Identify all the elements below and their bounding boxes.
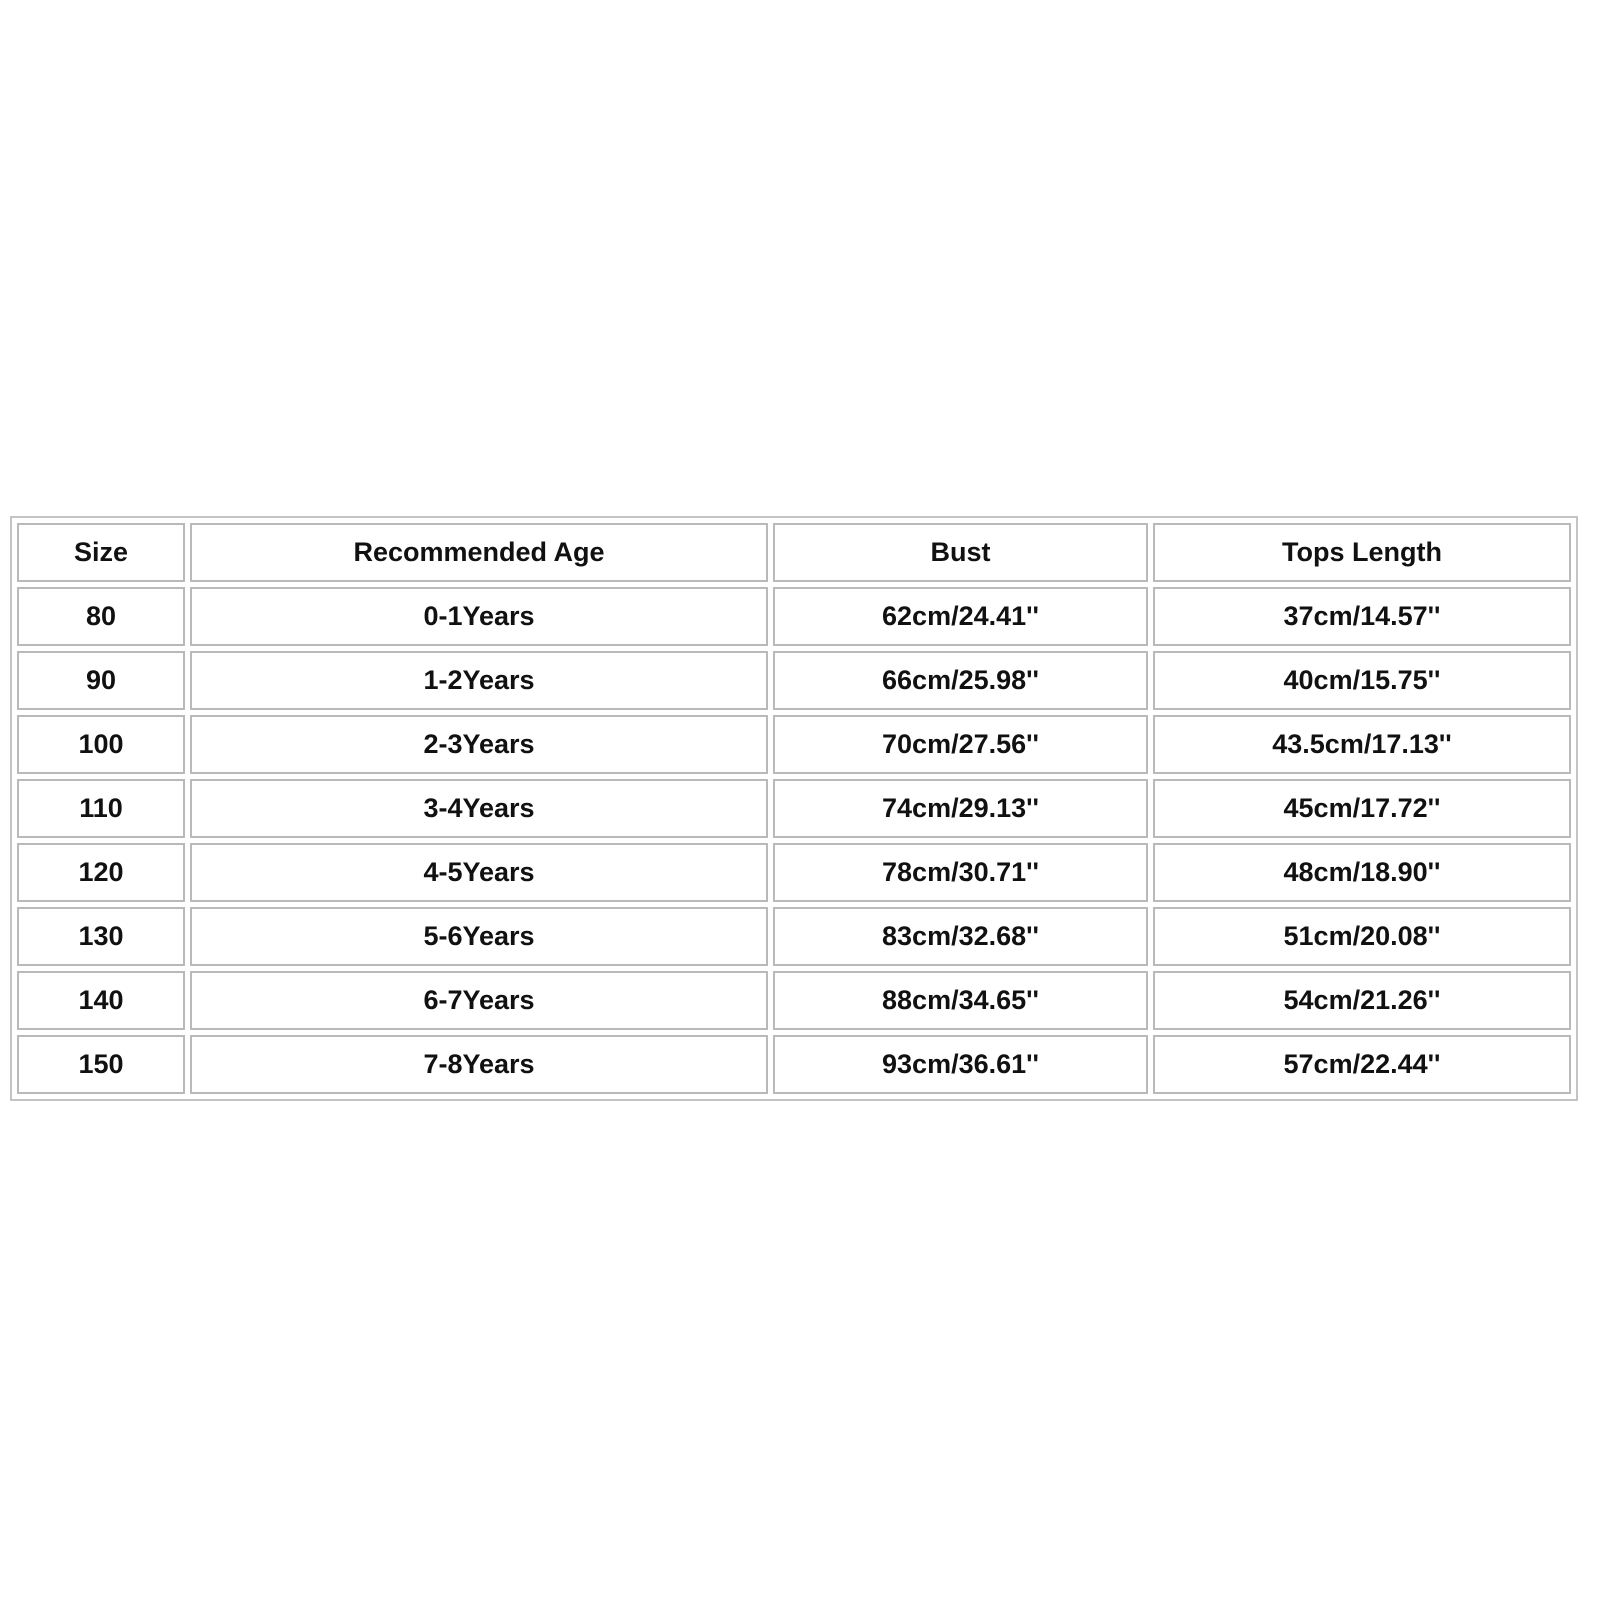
header-tops-length: Tops Length [1153, 523, 1571, 582]
table-row [17, 587, 1571, 646]
cell-tops-length: 57cm/22.44'' [1153, 1035, 1571, 1094]
cell-bust: 93cm/36.61'' [773, 1035, 1148, 1094]
cell-size: 90 [17, 651, 185, 710]
cell-recommended-age: 5-6Years [190, 907, 768, 966]
cell-size: 110 [17, 779, 185, 838]
cell-size: 120 [17, 843, 185, 902]
cell-tops-length: 40cm/15.75'' [1153, 651, 1571, 710]
cell-tops-length: 48cm/18.90'' [1153, 843, 1571, 902]
cell-size: 150 [17, 1035, 185, 1094]
header-bust: Bust [773, 523, 1148, 582]
header-size: Size [17, 523, 185, 582]
cell-size: 140 [17, 971, 185, 1030]
cell-recommended-age: 6-7Years [190, 971, 768, 1030]
cell-bust: 66cm/25.98'' [773, 651, 1148, 710]
cell-size: 80 [17, 587, 185, 646]
cell-bust: 88cm/34.65'' [773, 971, 1148, 1030]
table-row [17, 651, 1571, 710]
cell-tops-length: 43.5cm/17.13'' [1153, 715, 1571, 774]
table-row [17, 779, 1571, 838]
table-row [17, 715, 1571, 774]
size-chart-table [10, 516, 1578, 1101]
cell-bust: 70cm/27.56'' [773, 715, 1148, 774]
table-row [17, 843, 1571, 902]
cell-tops-length: 45cm/17.72'' [1153, 779, 1571, 838]
cell-size: 130 [17, 907, 185, 966]
cell-bust: 83cm/32.68'' [773, 907, 1148, 966]
cell-bust: 78cm/30.71'' [773, 843, 1148, 902]
cell-recommended-age: 1-2Years [190, 651, 768, 710]
header-recommended-age: Recommended Age [190, 523, 768, 582]
cell-recommended-age: 4-5Years [190, 843, 768, 902]
cell-size: 100 [17, 715, 185, 774]
cell-tops-length: 54cm/21.26'' [1153, 971, 1571, 1030]
cell-bust: 62cm/24.41'' [773, 587, 1148, 646]
table-row [17, 907, 1571, 966]
cell-recommended-age: 2-3Years [190, 715, 768, 774]
table-header-row [17, 523, 1571, 582]
cell-recommended-age: 0-1Years [190, 587, 768, 646]
cell-recommended-age: 7-8Years [190, 1035, 768, 1094]
cell-recommended-age: 3-4Years [190, 779, 768, 838]
cell-tops-length: 37cm/14.57'' [1153, 587, 1571, 646]
cell-tops-length: 51cm/20.08'' [1153, 907, 1571, 966]
table-row [17, 1035, 1571, 1094]
table-row [17, 971, 1571, 1030]
cell-bust: 74cm/29.13'' [773, 779, 1148, 838]
